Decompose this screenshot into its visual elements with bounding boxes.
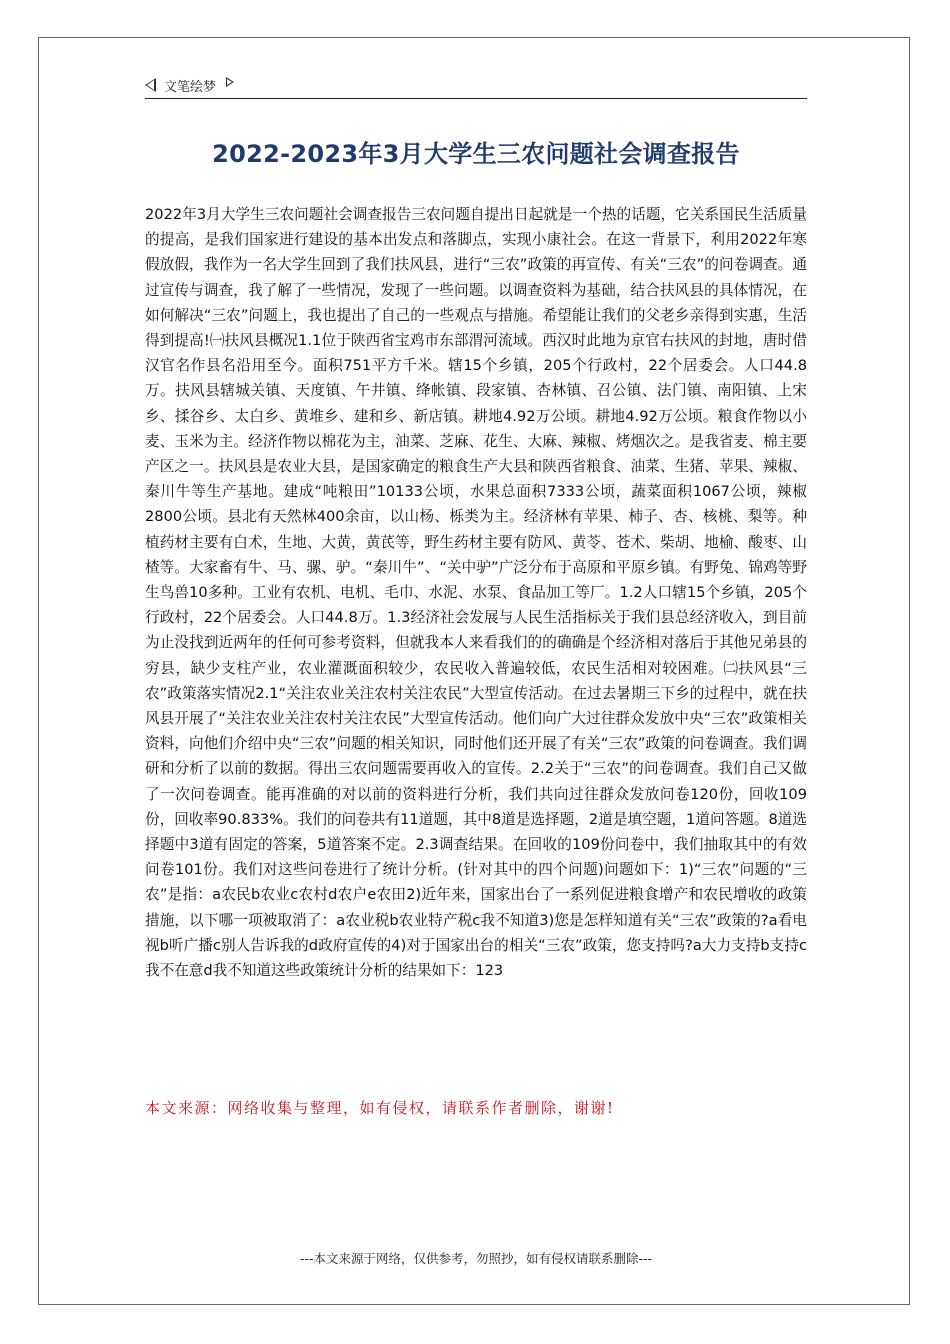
header-divider [145,98,807,99]
triangle-left-icon [145,78,156,92]
footer-note: ---本文来源于网络，仅供参考，勿照抄，如有侵权请联系删除--- [299,1251,653,1266]
header-brand [145,73,234,97]
source-note: 本文来源：网络收集与整理，如有侵权，请联系作者删除，谢谢! [145,1099,615,1117]
triangle-right-icon [226,77,234,87]
document-body: 2022年3月大学生三农问题社会调查报告三农问题自提出日起就是一个热的话题，它关系国民生活质量的提高，是我们国家进行建设的基本出发点和落脚点，实现小康社会。在这一背景下，利用2022年寒假放假，我作为一名大学生回到了我们扶风县，进行“三农”政策的再宣传、有关“三农”的问卷调查。通过宣传与调查，我了解了一些情况，发现了一些问题。以调查资料为基础，结合扶风县的具体情况，在如何解决“三农”问题上，我也提出了自己的一些观点与措施。希望能让我们的父老乡亲得到实惠，生活得到提高!㈠扶风县概况1.1位于陕西省宝鸡市东部渭河流域。西汉时此地为京官右扶风的封地，唐时借汉官名作县名沿用至今。面积751平方千米。辖15个乡镇，205个行政村，22个居委会。人口44.8万。扶风县辖城关镇、天度镇、午井镇、绛帐镇、段家镇、杏林镇、召公镇、法门镇、南阳镇、上宋乡、揉谷乡、太白乡、黄堆乡、建和乡、新店镇。耕地4.92万公顷。耕地4.92万公顷。粮食作物以小麦、玉米为主。经济作物以棉花为主，油菜、芝麻、花生、大麻、辣椒、烤烟次之。是我省麦、棉主要产区之一。扶风县是农业大县，是国家确定的粮食生产大县和陕西省粮食、油菜、生猪、苹果、辣椒、秦川牛等生产基地。建成“吨粮田”10133公顷，水果总面积7333公顷，蔬菜面积1067公顷，辣椒2800公顷。县北有天然林400余亩，以山杨、栎类为主。经济林有苹果、柿子、杏、核桃、梨等。种植药材主要有白术，生地、大黄，黄芪等，野生药材主要有防风、黄苓、苍术、柴胡、地榆、酸枣、山楂等。大家畜有牛、马、骡、驴。“秦川牛”、“关中驴”广泛分布于高原和平原乡镇。有野兔、锦鸡等野生鸟兽10多种。工业有农机、电机、毛巾、水泥、水泵、食品加工等厂。1.2人口辖15个乡镇，205个行政村，22个居委会。人口44.8万。1.3经济社会发展与人民生活指标关于我们县总经济收入，到目前为止没找到近两年的任何可参考资料，但就我本人来看我们的的确确是个经济相对落后于其他兄弟县的穷县，缺少支柱产业，农业灌溉面积较少，农民收入普遍较低，农民生活相对较困难。㈡扶风县“三农”政策落实情况2.1“关注农业关注农村关注农民”大型宣传活动。在过去暑期三下乡的过程中，就在扶风县开展了“关注农业关注农村关注农民”大型宣传活动。他们向广大过往群众发放中央“三农”政策相关资料，向他们介绍中央“三农”问题的相关知识，同时他们还开展了有关“三农”政策的问卷调查。我们调研和分析了以前的数据。得出三农问题需要再收入的宣传。2.2关于“三农”的问卷调查。我们自己又做了一次问卷调查。能再准确的对以前的资料进行分析，我们共向过往群众发放问卷120份，回收109份，回收率90.833%。我们的问卷共有11道题，其中8道是选择题，2道是填空题，1道问答题。8道选择题中3道有固定的答案，5道答案不定。2.3调查结果。在回收的109份问卷中，我们抽取其中的有效问卷101份。我们对这些问卷进行了统计分析。(针对其中的四个问题)问题如下：1)“三农”问题的“三农”是指：a农民b农业c农村d农户e农田2)近年来，国家出台了一系列促进粮食增产和农民增收的政策措施，以下哪一项被取消了：a农业税b农业特产税c我不知道3)您是怎样知道有关“三农”政策的?a看电视b听广播c别人告诉我的d政府宣传的4)对于国家出台的相关“三农”政策，您支持吗?a大力支持b支持c我不在意d我不知道这些政策统计分析的结果如下：123 [145,206,807,980]
document-title: 2022-2023年3月大学生三农问题社会调查报告 [212,140,740,168]
brand-label: 文笔绘梦 [164,79,217,95]
